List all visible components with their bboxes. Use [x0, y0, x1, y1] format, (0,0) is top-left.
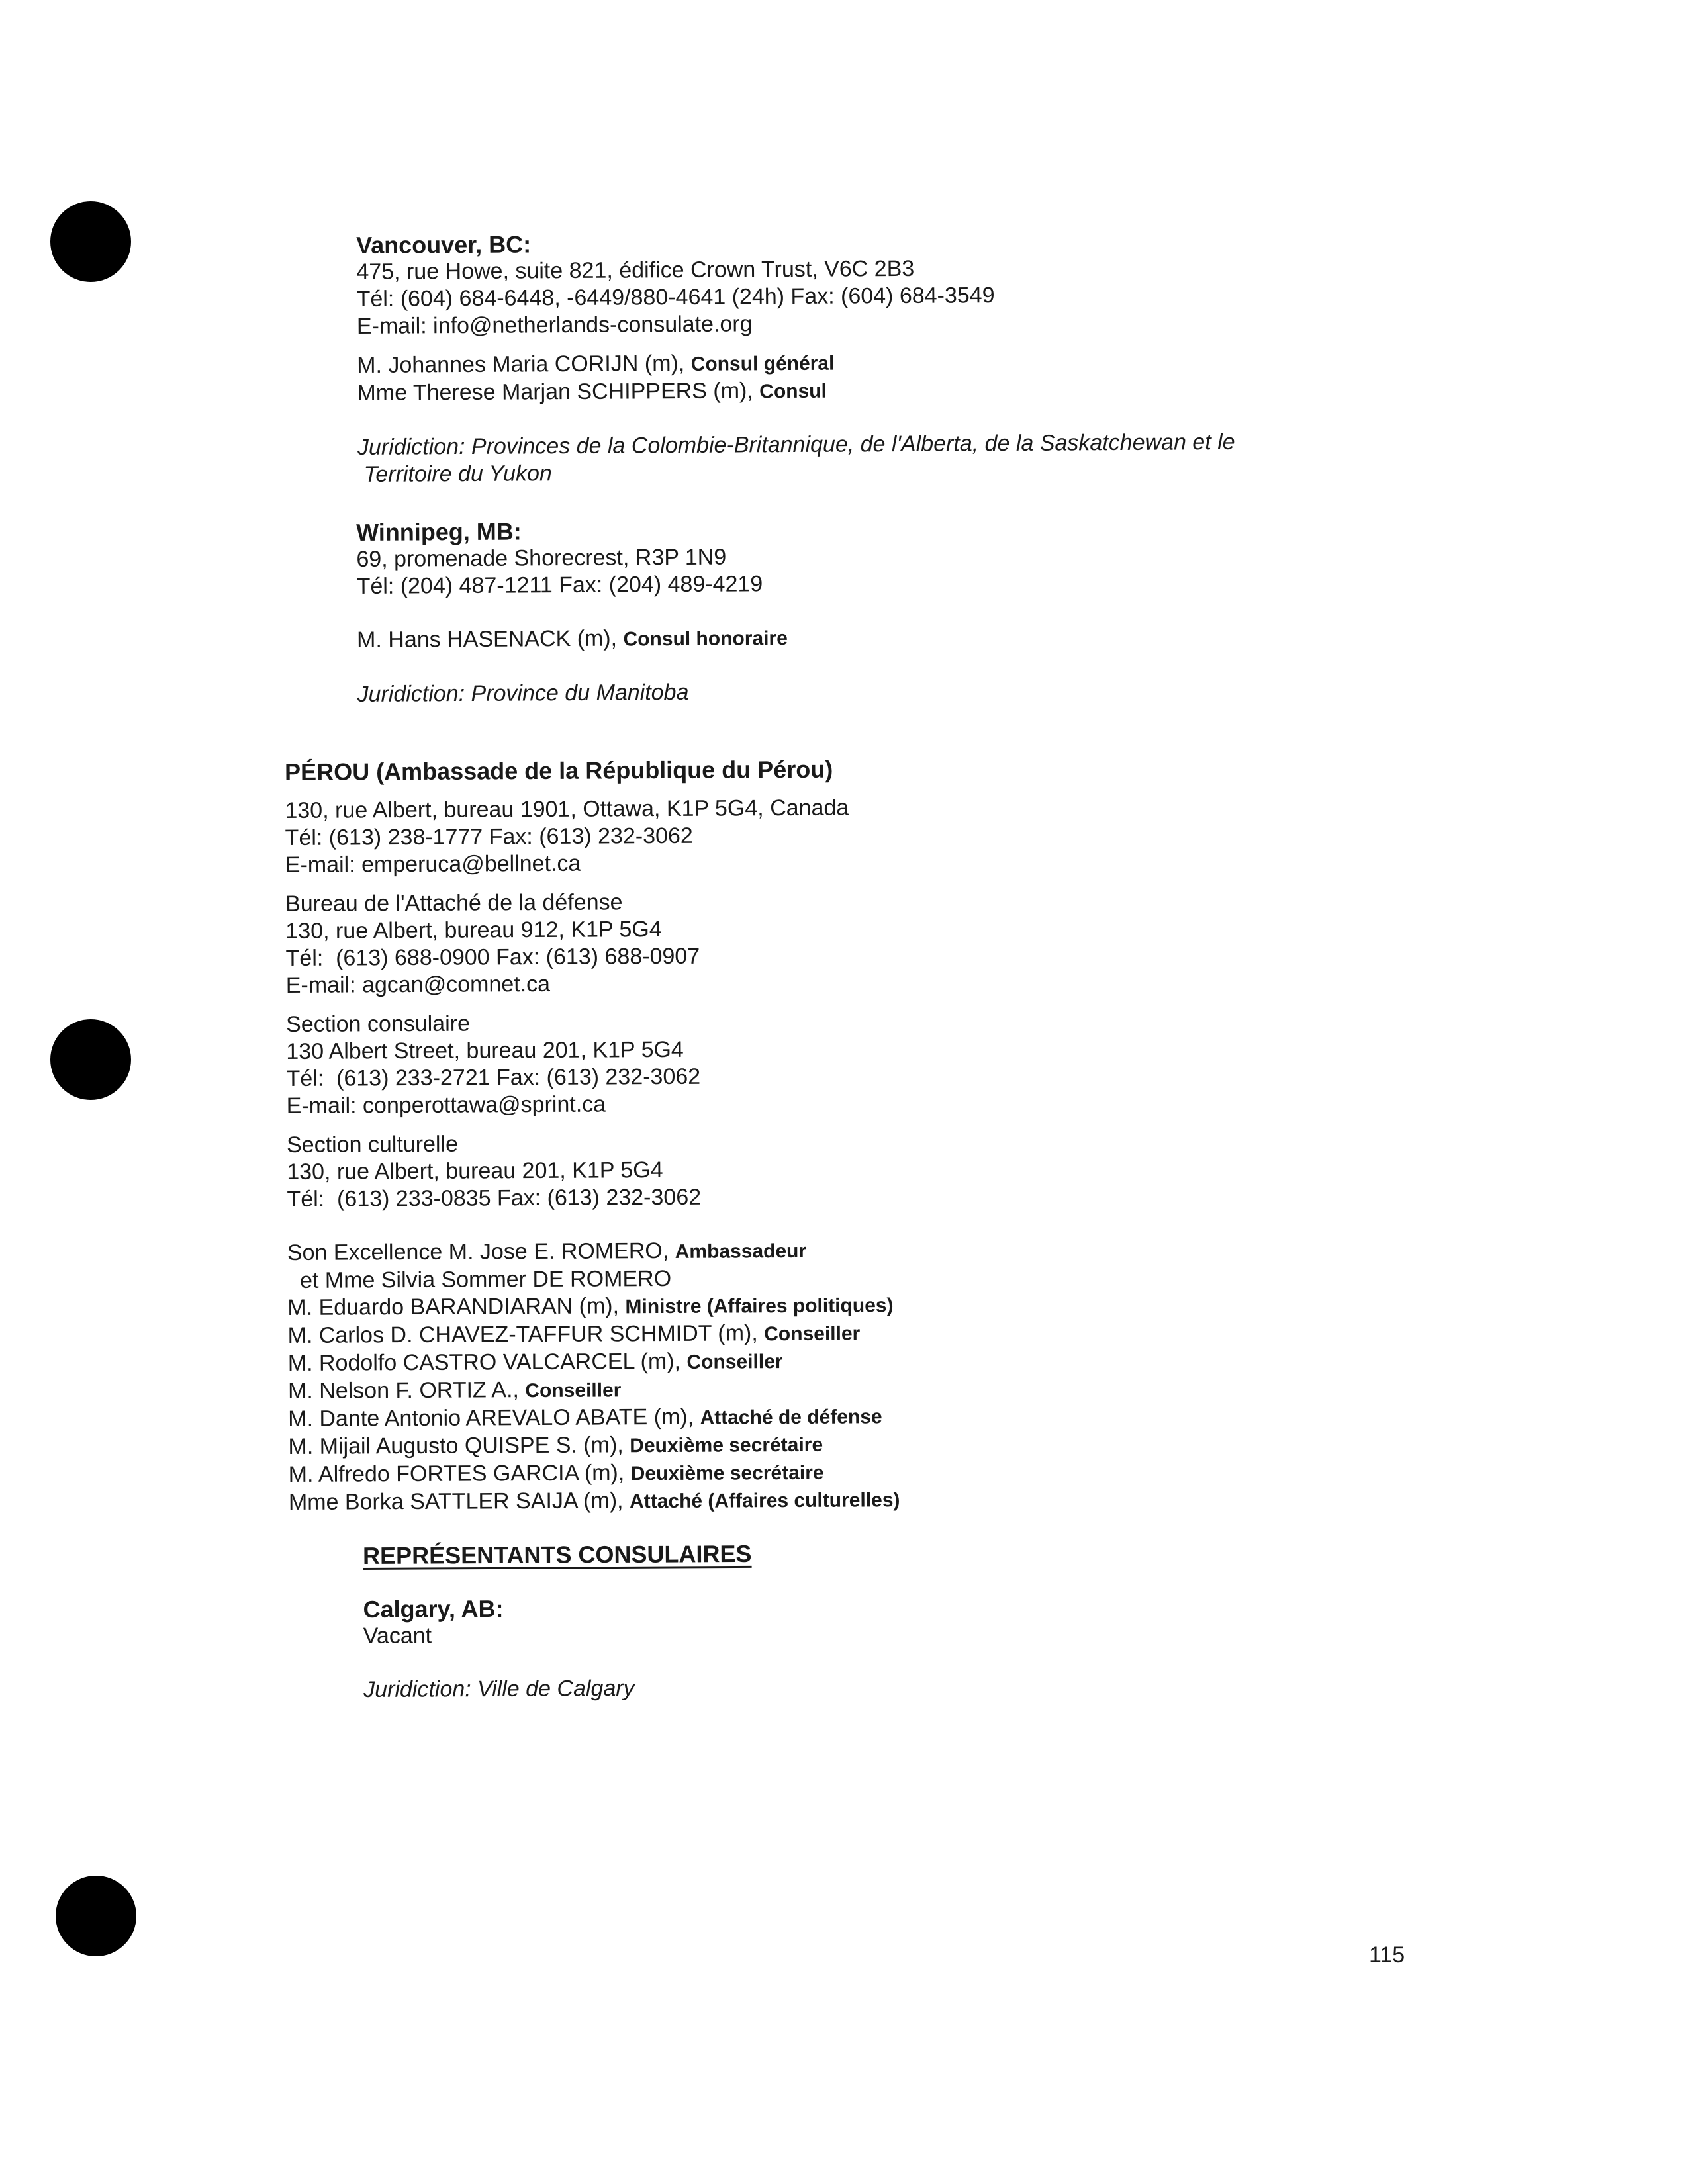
winnipeg-section [356, 516, 788, 708]
consular-representatives-section [363, 1540, 753, 1704]
staff-name: M. Nelson F. ORTIZ A., [287, 1377, 526, 1404]
staff-entry [288, 1430, 900, 1461]
cultural-section-label: Section culturelle [286, 1131, 459, 1158]
binder-hole [56, 1876, 136, 1956]
defense-office-label: Bureau de l'Attaché de la défense [285, 889, 623, 917]
consular-section-phone-fax: Tél: (613) 233-2721 Fax: (613) 232-3062 [286, 1064, 701, 1091]
staff-entry [289, 1458, 900, 1489]
phone-fax: Tél: (204) 487-1211 Fax: (204) 489-4219 [356, 571, 763, 599]
cultural-section-phone-fax: Tél: (613) 233-0835 Fax: (613) 232-3062 [287, 1184, 702, 1212]
staff-entry [288, 1375, 900, 1406]
embassy-email: E-mail: emperuca@bellnet.ca [285, 850, 581, 878]
address: 69, promenade Shorecrest, R3P 1N9 [356, 544, 727, 572]
staff-title: Attaché (Affaires culturelles) [629, 1489, 900, 1513]
perou-section [285, 755, 900, 1517]
staff-entry [287, 1291, 899, 1322]
staff-entry [289, 1486, 900, 1517]
binder-hole [50, 201, 131, 282]
staff-title: Conseiller [525, 1379, 622, 1402]
staff-name: M. Dante Antonio AREVALO ABATE (m), [288, 1404, 700, 1432]
embassy-address: 130, rue Albert, bureau 1901, Ottawa, K1P 5G4, Canada [285, 795, 849, 823]
section-heading: Winnipeg, MB: [356, 518, 522, 546]
staff-entry [287, 1236, 899, 1267]
jurisdiction: Juridiction: Provinces de la Colombie-Britannique, de l'Alberta, de la Saskatchewan et le [357, 429, 1235, 460]
jurisdiction: Juridiction: Ville de Calgary [363, 1675, 635, 1702]
staff-title: Ministre (Affaires politiques) [625, 1295, 894, 1318]
vancouver-section [356, 226, 1235, 488]
staff-title: Consul [759, 380, 827, 403]
staff-name: Mme Borka SATTLER SAIJA (m), [288, 1488, 630, 1515]
city-heading: Calgary, AB: [363, 1594, 504, 1623]
staff-name: Mme Therese Marjan SCHIPPERS (m), [357, 378, 760, 406]
defense-office-address: 130, rue Albert, bureau 912, K1P 5G4 [285, 917, 662, 944]
embassy-phone-fax: Tél: (613) 238-1777 Fax: (613) 232-3062 [285, 823, 693, 850]
staff-entry [288, 1347, 900, 1378]
staff-title: Conseiller [764, 1322, 861, 1345]
consular-section-label: Section consulaire [286, 1011, 471, 1037]
staff-title: Consul général [690, 352, 835, 375]
staff-title: Attaché de défense [700, 1406, 882, 1429]
defense-office-phone-fax: Tél: (613) 688-0900 Fax: (613) 688-0907 [285, 943, 700, 971]
consular-section-address: 130 Albert Street, bureau 201, K1P 5G4 [286, 1036, 684, 1064]
address: 475, rue Howe, suite 821, édifice Crown Trust, V6C 2B3 [356, 255, 915, 285]
jurisdiction-continued: Territoire du Yukon [357, 461, 552, 487]
staff-name: M. Mijail Augusto QUISPE S. (m), [288, 1432, 630, 1459]
binder-hole [50, 1019, 131, 1100]
staff-name: M. Eduardo BARANDIARAN (m), [287, 1293, 626, 1320]
staff-entry [287, 1319, 899, 1350]
staff-title: Conseiller [686, 1351, 783, 1373]
staff-name: M. Carlos D. CHAVEZ-TAFFUR SCHMIDT (m), [287, 1320, 765, 1348]
staff-title: Consul honoraire [623, 627, 788, 651]
section-heading: Vancouver, BC: [356, 230, 532, 259]
staff-entry [357, 624, 788, 655]
section-heading: REPRÉSENTANTS CONSULAIRES [363, 1539, 752, 1569]
staff-name: et Mme Silvia Sommer DE ROMERO [287, 1265, 672, 1293]
staff-name: M. Johannes Maria CORIJN (m), [357, 350, 691, 378]
staff-title: Deuxième secrétaire [630, 1461, 824, 1485]
staff-entry [288, 1402, 900, 1433]
jurisdiction: Juridiction: Province du Manitoba [357, 679, 689, 707]
defense-office-email: E-mail: agcan@comnet.ca [285, 971, 551, 998]
staff-list [287, 1236, 900, 1517]
vacancy-status: Vacant [363, 1623, 432, 1649]
staff-title: Deuxième secrétaire [630, 1433, 823, 1457]
email: E-mail: info@netherlands-consulate.org [356, 311, 753, 339]
staff-name: Son Excellence M. Jose E. ROMERO, [287, 1238, 675, 1265]
staff-name: M. Rodolfo CASTRO VALCARCEL (m), [287, 1348, 687, 1376]
page-number: 115 [1369, 1942, 1405, 1968]
staff-entry [287, 1264, 899, 1295]
staff-name: M. Alfredo FORTES GARCIA (m), [288, 1460, 631, 1487]
cultural-section-address: 130, rue Albert, bureau 201, K1P 5G4 [287, 1158, 663, 1185]
country-heading: PÉROU (Ambassade de la République du Pérou) [285, 755, 833, 786]
consular-section-email: E-mail: conperottawa@sprint.ca [286, 1091, 606, 1118]
staff-title: Ambassadeur [675, 1240, 807, 1263]
staff-name: M. Hans HASENACK (m), [357, 625, 624, 653]
phone-fax: Tél: (604) 684-6448, -6449/880-4641 (24h) Fax: (604) 684-3549 [356, 283, 995, 312]
